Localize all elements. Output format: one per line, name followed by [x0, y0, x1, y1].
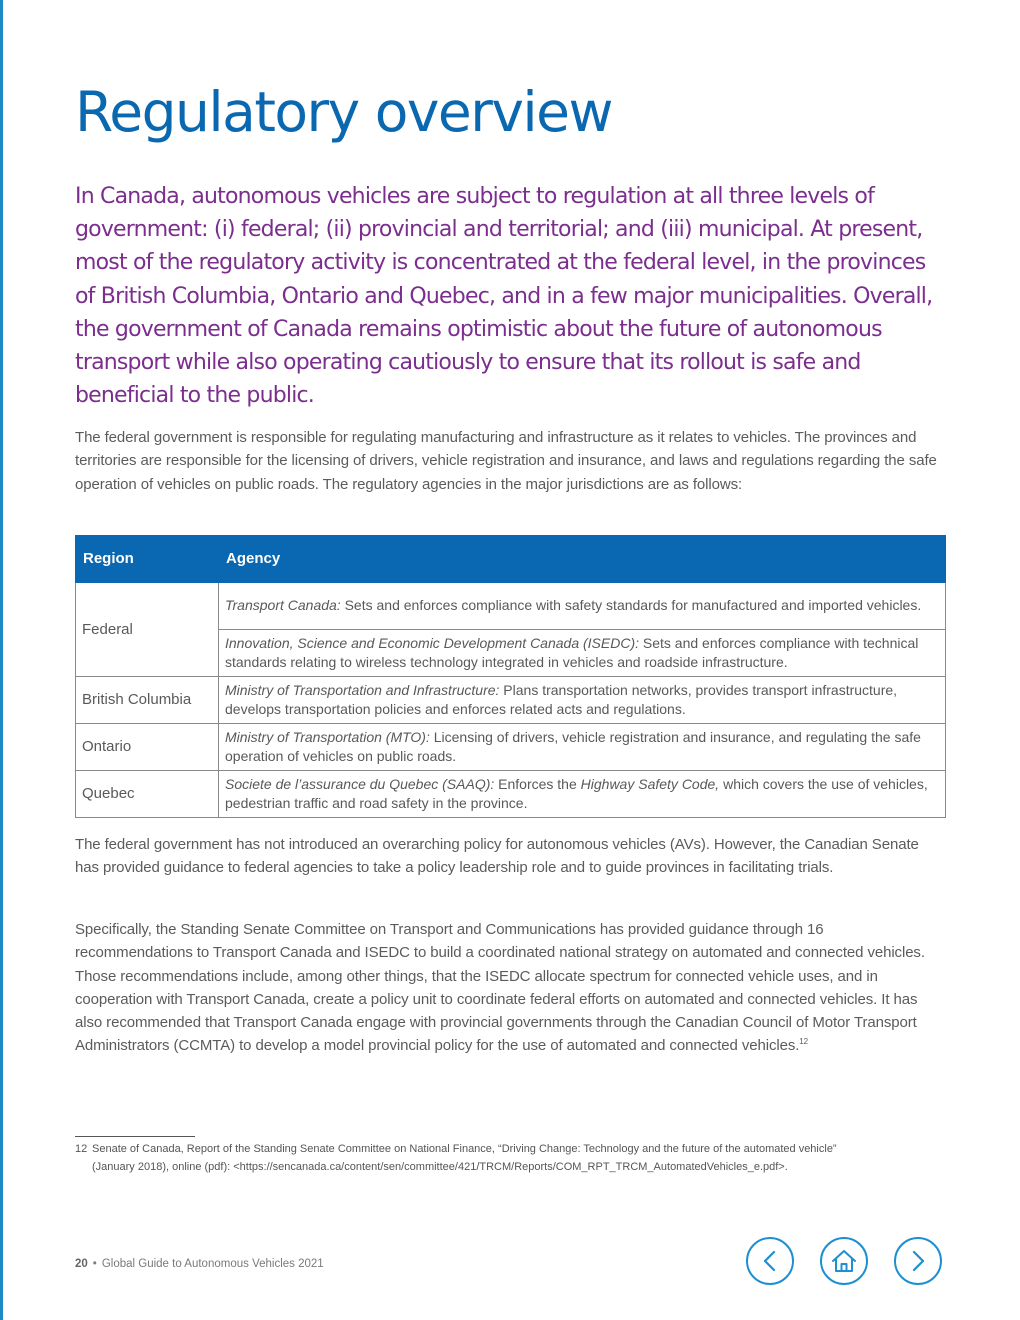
home-button[interactable] — [820, 1237, 868, 1285]
footnote — [75, 1141, 955, 1176]
chevron-right-icon — [908, 1249, 928, 1273]
agency-column-header: Agency — [219, 536, 946, 583]
senate-recommendations-paragraph — [75, 918, 945, 1058]
agency-cell — [219, 771, 946, 818]
footnote-text-line2[interactable]: (January 2018), online (pdf): <https://sencanada.ca/content/sen/committee/421/TRCM/Reports/COM_RPT_TRCM_AutomatedVehicles_e.pdf>. — [92, 1160, 788, 1173]
footnote-text-line1: Senate of Canada, Report of the Standing Senate Committee on National Finance, “Driving Change: Technology and the future of the automated vehicle” — [92, 1143, 837, 1155]
policy-paragraph: The federal government has not introduced an overarching policy for autonomous vehicles (AVs). However, the Canadian Senate has provided guidance to federal agencies to take a policy leadership role and to guide provinces in facilitating trials. — [75, 836, 919, 877]
home-icon — [830, 1248, 858, 1274]
page-number: 20 — [75, 1258, 88, 1270]
footnote-number: 12 — [75, 1143, 88, 1155]
region-cell: Ontario — [76, 724, 219, 771]
agency-name: Innovation, Science and Economic Development Canada (ISEDC): — [225, 634, 639, 651]
region-cell: British Columbia — [76, 677, 219, 724]
code-name: Highway Safety Code, — [580, 775, 720, 792]
agency-cell — [219, 583, 946, 630]
agency-description: Plans transportation networks, provides transport infrastructure, develops transportation policies and enforces related acts and regulations. — [225, 681, 898, 717]
senate-recommendations-text: Specifically, the Standing Senate Committee on Transport and Communications has provided guidance through 16 recommendations to Transport Canada and ISEDC to build a coordinated national strategy on automated and connected vehicles. Those recommendations include, among other things, that the ISEDC allocate spectrum for connected vehicle uses, and in cooperation with Transport Canada, create a policy unit to coordinate federal efforts on automated and connected vehicles. It has also recommended that Transport Canada engage with provincial governments through the Canadian Council of Motor Transport Administrators (CCMTA) to develop a model provincial policy for the use of automated and connected vehicles. — [75, 921, 925, 1055]
agency-cell — [219, 677, 946, 724]
region-column-header: Region — [76, 536, 219, 583]
page-edge-bar — [0, 0, 3, 1320]
agency-description: Sets and enforces compliance with technical standards relating to wireless technology integrated in vehicles and roadside infrastructure. — [225, 634, 919, 670]
region-cell: Quebec — [76, 771, 219, 818]
agency-name: Societe de l’assurance du Quebec (SAAQ): — [225, 775, 495, 792]
page-footer — [75, 1258, 324, 1270]
table-row — [76, 677, 946, 724]
table-row — [76, 583, 946, 630]
agency-cell — [219, 724, 946, 771]
agency-description: which covers the use of vehicles, pedestrian traffic and road safety in the province. — [225, 775, 928, 811]
region-cell: Federal — [76, 583, 219, 677]
agency-description: Licensing of drivers, vehicle registration and insurance, and regulating the safe operation of vehicles on public roads. — [225, 728, 921, 764]
footer-separator: • — [92, 1258, 97, 1270]
next-page-button[interactable] — [894, 1237, 942, 1285]
footnote-reference[interactable]: 12 — [799, 1037, 808, 1047]
footnote-divider — [75, 1136, 195, 1137]
agency-name: Ministry of Transportation and Infrastructure: — [225, 681, 500, 698]
previous-page-button[interactable] — [746, 1237, 794, 1285]
regulatory-agency-table — [75, 535, 946, 818]
table-row — [76, 771, 946, 818]
table-header-row — [76, 536, 946, 583]
chevron-left-icon — [760, 1249, 780, 1273]
agency-cell — [219, 630, 946, 677]
publication-title: Global Guide to Autonomous Vehicles 2021 — [101, 1258, 324, 1270]
agency-name: Ministry of Transportation (MTO): — [225, 728, 430, 745]
page-title: Regulatory overview — [75, 80, 612, 144]
agency-description: Sets and enforces compliance with safety standards for manufactured and imported vehicles. — [340, 597, 922, 614]
agency-name: Transport Canada: — [225, 597, 341, 614]
lead-paragraph: In Canada, autonomous vehicles are subject to regulation at all three levels of government: (i) federal; (ii) provincial and territorial; and (iii) municipal. At present, most of the regulatory activity is concentrated at the federal level, in the provinces of British Columbia, Ontario and Quebec, and in a few major municipalities. Overall, the government of Canada remains optimistic about the future of autonomous transport while also operating cautiously to ensure that its rollout is safe and beneficial to the public. — [75, 184, 933, 409]
agency-description: Enforces the — [494, 775, 581, 792]
intro-paragraph: The federal government is responsible for regulating manufacturing and infrastructure as it relates to vehicles. The provinces and territories are responsible for the licensing of drivers, vehicle registration and insurance, and laws and regulations regarding the safe operation of vehicles on public roads. The regulatory agencies in the major jurisdictions are as follows: — [75, 429, 937, 493]
table-row — [76, 724, 946, 771]
